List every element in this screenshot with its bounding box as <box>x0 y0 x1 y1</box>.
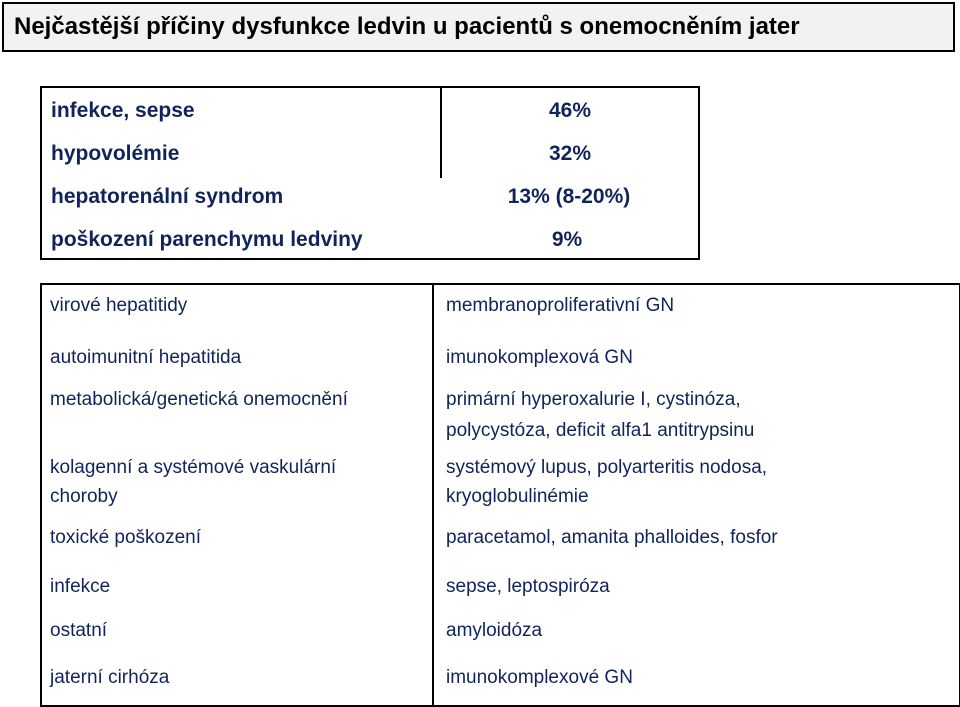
stat-value: 13% (8-20%) <box>507 185 631 208</box>
cause-detail: paracetamol, amanita phalloides, fosfor <box>446 527 778 548</box>
cause-label: metabolická/genetická onemocnění <box>50 389 348 410</box>
cause-label: ostatní <box>50 620 108 641</box>
cause-detail: membranoproliferativní GN <box>446 295 675 316</box>
cause-label: jaterní cirhóza <box>50 667 170 688</box>
stat-row <box>42 225 698 255</box>
stat-value: 46% <box>548 99 592 122</box>
cause-label: virové hepatitidy <box>50 295 188 316</box>
cause-detail: amyloidóza <box>446 620 543 641</box>
causes-divider <box>432 285 434 705</box>
cause-label: toxické poškození <box>50 527 202 548</box>
stat-value: 32% <box>548 142 592 165</box>
causes-table <box>40 283 960 707</box>
stats-table <box>40 86 700 260</box>
cause-detail: imunokomplexová GN <box>446 347 633 368</box>
stat-label: hepatorenální syndrom <box>51 185 284 208</box>
cause-label: autoimunitní hepatitida <box>50 347 242 368</box>
cause-label: infekce <box>50 576 111 597</box>
stat-label: hypovolémie <box>51 142 180 165</box>
cause-detail: systémový lupus, polyarteritis nodosa, <box>446 457 768 478</box>
stat-value: 9% <box>551 228 583 251</box>
stat-label: infekce, sepse <box>51 99 195 122</box>
stat-row <box>42 139 698 169</box>
cause-detail: kryoglobulinémie <box>446 486 589 507</box>
cause-detail: imunokomplexové GN <box>446 667 633 688</box>
cause-detail: polycystóza, deficit alfa1 antitrypsinu <box>446 420 755 441</box>
page-title-text: Nejčastější příčiny dysfunkce ledvin u pacientů s onemocněním jater <box>14 13 800 40</box>
stat-row <box>42 96 698 126</box>
cause-label: kolagenní a systémové vaskulární <box>50 457 337 478</box>
stat-label: poškození parenchymu ledviny <box>51 228 363 251</box>
cause-detail: primární hyperoxalurie I, cystinóza, <box>446 389 741 410</box>
cause-detail: sepse, leptospiróza <box>446 576 610 597</box>
page-title <box>2 2 955 52</box>
cause-label: choroby <box>50 486 118 507</box>
stat-row <box>42 182 698 212</box>
